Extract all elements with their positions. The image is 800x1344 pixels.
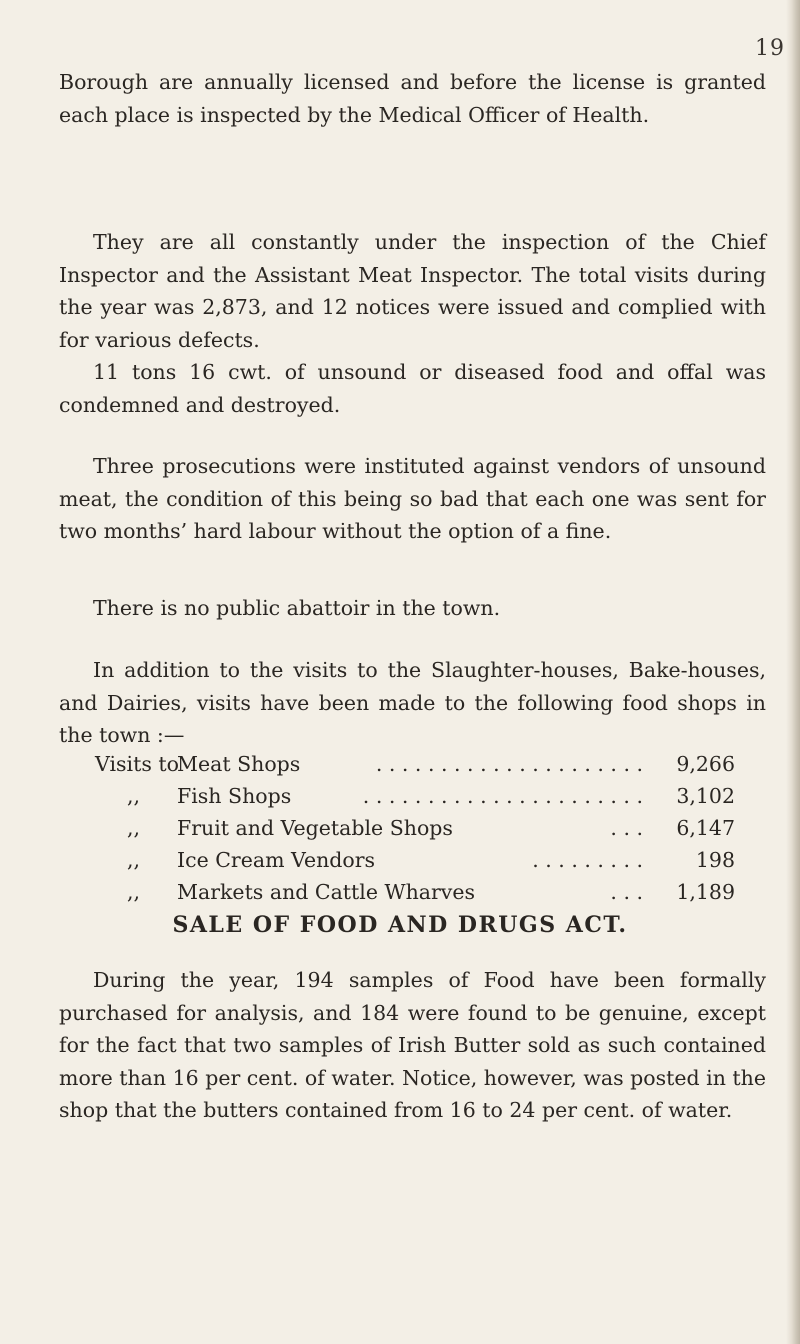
visit-row [95, 784, 735, 816]
visit-value: 198 [695, 848, 735, 872]
page-number: 19 [755, 36, 785, 61]
page-edge-shadow [786, 0, 800, 1344]
paragraph-condemned-food-text: 11 tons 16 cwt. of unsound or diseased food and offal was condemned and destroyed. [59, 360, 766, 417]
paragraph-food-shop-visits [59, 654, 766, 752]
leader-dots: . . . . . . . . . . . . . . . . . . . . . . [362, 784, 643, 808]
visit-label: Fruit and Vegetable Shops [177, 816, 453, 840]
ditto-mark: ,, [127, 880, 141, 904]
paragraph-prosecutions-text: Three prosecutions were instituted against vendors of unsound meat, the condition of this being so bad that each one was sent for two months’ hard labour without the option of a fine. [59, 454, 766, 543]
leader-dots: . . . . . . . . . . . . . . . . . . . . . [375, 752, 643, 776]
paragraph-food-samples-text: During the year, 194 samples of Food have been formally purchased for analysis, and 184 were found to be genuine, except for the fact that two samples of Irish Butter sold as such contained more than 16 per cent. of water. Notice, however, was posted in the shop that the butters contained from 16 to 24 per cent. of water. [59, 968, 766, 1122]
paragraph-prosecutions [59, 450, 766, 548]
visit-row [95, 816, 735, 848]
paragraph-inspection [59, 226, 766, 356]
leader-dots: . . . [610, 816, 643, 840]
visit-prefix: Visits to [95, 752, 179, 776]
paragraph-food-shop-visits-text: In addition to the visits to the Slaughter-houses, Bake-houses, and Dairies, visits have been made to the following food shops in the town :— [59, 658, 766, 747]
visit-row [95, 848, 735, 880]
ditto-mark: ,, [127, 784, 141, 808]
ditto-mark: ,, [127, 816, 141, 840]
visit-label: Meat Shops [177, 752, 301, 776]
ditto-mark: ,, [127, 848, 141, 872]
visit-label: Markets and Cattle Wharves [177, 880, 476, 904]
section-heading: SALE OF FOOD AND DRUGS ACT. [172, 912, 628, 938]
paragraph-abattoir [59, 592, 766, 625]
visit-row [95, 752, 735, 784]
visits-table [95, 752, 735, 912]
paragraph-inspection-text: They are all constantly under the inspection of the Chief Inspector and the Assistant Meat Inspector. The total visits during the year was 2,873, and 12 notices were issued and complied with for various defects. [59, 230, 766, 352]
paragraph-abattoir-text: There is no public abattoir in the town. [93, 596, 501, 620]
paragraph-food-samples [59, 964, 766, 1127]
leader-dots: . . . . . . . . . [532, 848, 643, 872]
visit-value: 9,266 [676, 752, 735, 776]
leader-dots: . . . [610, 880, 643, 904]
visit-value: 1,189 [676, 880, 735, 904]
visit-row [95, 880, 735, 912]
visit-label: Ice Cream Vendors [177, 848, 376, 872]
visit-value: 3,102 [676, 784, 735, 808]
visit-label: Fish Shops [177, 784, 292, 808]
paragraph-licensing: Borough are annually licensed and before the license is granted each place is inspected by the Medical Officer of Health. [59, 70, 766, 127]
paragraph-condemned-food [59, 356, 766, 421]
visit-value: 6,147 [676, 816, 735, 840]
